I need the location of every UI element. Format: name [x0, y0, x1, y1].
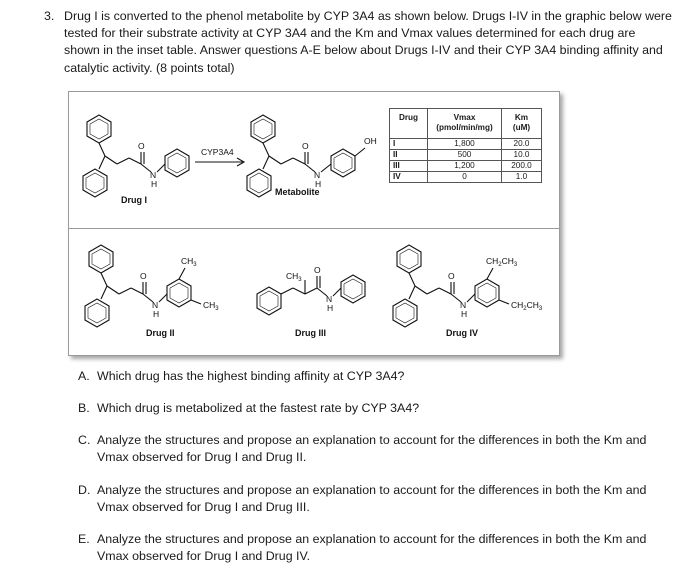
question-body: Which drug is metabolized at the fastest rate by CYP 3A4? — [97, 401, 420, 415]
figure-divider — [69, 228, 559, 229]
drug-iv-ethyl-bottom-a-sub: 2 — [523, 306, 527, 312]
drug-i-structure — [83, 115, 189, 197]
drug-ii-methyl-bottom — [203, 301, 219, 314]
question-letter: A. — [78, 369, 90, 383]
drug-ii-methyl-bottom-sub: 3 — [215, 306, 219, 312]
table-row — [390, 150, 542, 161]
drug-iv-ethyl-top-a: CH — [486, 256, 499, 266]
col-drug: Drug — [390, 109, 428, 139]
table-header-row — [390, 109, 542, 139]
drug-ii-methyl-bottom-text: CH — [203, 300, 216, 310]
drug-i-oxygen: O — [138, 141, 145, 151]
question-letter: B. — [78, 401, 90, 415]
question-letter: E. — [78, 532, 90, 546]
question-letter: C. — [78, 433, 91, 447]
drug-iii-structure — [257, 275, 365, 315]
drug-iii-hydrogen: H — [327, 303, 334, 313]
row-drug: III — [390, 161, 428, 172]
table-row — [390, 172, 542, 183]
drug-iv-ethyl-bottom-a: CH — [511, 300, 524, 310]
drug-iv-ethyl-bottom-b-sub: 3 — [538, 306, 543, 312]
drug-iv-ethyl-top-b: CH — [501, 256, 514, 266]
metabolite-label: Metabolite — [275, 187, 320, 197]
row-drug: IV — [390, 172, 428, 183]
row-vmax: 1,200 — [428, 161, 502, 172]
drug-ii-methyl-top-text: CH — [181, 256, 194, 266]
drug-iv-label: Drug IV — [446, 328, 479, 338]
row-km: 1.0 — [502, 172, 542, 183]
row-vmax: 0 — [428, 172, 502, 183]
drug-iv-ethyl-top — [486, 257, 517, 270]
row-vmax: 1,800 — [428, 139, 502, 150]
question-number: 3. — [44, 9, 55, 23]
col-km — [502, 109, 542, 139]
drug-structures-figure — [68, 91, 560, 356]
drug-ii-methyl-top-sub: 3 — [193, 262, 197, 268]
question-text: Drug I is converted to the phenol metabolite by CYP 3A4 as shown below. Drugs I-IV in the graphic below were tested for their substrate activity at CYP 3A4 and the Km and Vmax values determined for each drug are shown in the inset table. Answer questions A-E below about Drugs I-IV and their CYP 3A4 binding affinity and catalytic activity. (8 points total) — [64, 9, 672, 75]
enzyme-label: CYP3A4 — [201, 147, 234, 157]
drug-iii-label: Drug III — [295, 328, 326, 338]
drug-iii-oxygen: O — [314, 265, 321, 275]
drug-ii-nitrogen: N — [152, 300, 159, 310]
question-letter: D. — [78, 483, 91, 497]
row-drug: I — [390, 139, 428, 150]
drug-iii-methyl — [286, 272, 302, 285]
drug-iv-ethyl-top-a-sub: 2 — [498, 262, 502, 268]
drug-iv-nitrogen: N — [460, 300, 467, 310]
row-km: 20.0 — [502, 139, 542, 150]
drug-iii-methyl-text: CH — [286, 271, 299, 281]
metabolite-nitrogen: N — [314, 170, 321, 180]
drug-iv-ethyl-top-b-sub: 3 — [513, 262, 518, 268]
drug-iii-methyl-sub: 3 — [298, 277, 302, 283]
metabolite-structure — [247, 115, 365, 197]
col-km-unit: (uM) — [512, 123, 531, 132]
drug-ii-label: Drug II — [146, 328, 175, 338]
question-body: Analyze the structures and propose an explanation to account for the differences in both the Km and Vmax observed for Drug I and Drug IV. — [97, 532, 647, 564]
table-row — [390, 139, 542, 150]
question-body: Which drug has the highest binding affinity at CYP 3A4? — [97, 369, 405, 383]
drug-i-nitrogen: N — [150, 170, 157, 180]
drug-ii-hydrogen: H — [153, 309, 160, 319]
drug-ii-oxygen: O — [140, 271, 147, 281]
metabolite-oxygen: O — [302, 141, 309, 151]
table-row — [390, 161, 542, 172]
col-vmax-name: Vmax — [453, 113, 476, 122]
col-vmax-unit: (pmol/min/mg) — [436, 123, 493, 132]
row-km: 10.0 — [502, 150, 542, 161]
row-km: 200.0 — [502, 161, 542, 172]
drug-iv-ethyl-bottom-b: CH — [526, 300, 539, 310]
kinetics-table — [389, 108, 542, 183]
col-vmax — [428, 109, 502, 139]
drug-ii-methyl-top — [181, 257, 197, 270]
drug-iv-ethyl-bottom — [511, 301, 542, 314]
drug-iv-hydrogen: H — [461, 309, 468, 319]
row-vmax: 500 — [428, 150, 502, 161]
drug-i-label: Drug I — [121, 195, 147, 205]
drug-i-hydrogen: H — [151, 179, 158, 189]
drug-iv-oxygen: O — [448, 271, 455, 281]
question-body: Analyze the structures and propose an explanation to account for the differences in both the Km and Vmax observed for Drug I and Drug II. — [97, 433, 647, 465]
col-km-name: Km — [514, 113, 529, 122]
question-body: Analyze the structures and propose an explanation to account for the differences in both the Km and Vmax observed for Drug I and Drug III. — [97, 483, 647, 515]
metabolite-hydroxyl: OH — [364, 136, 377, 146]
drug-iii-nitrogen: N — [326, 294, 333, 304]
row-drug: II — [390, 150, 428, 161]
metabolite-hydrogen: H — [315, 179, 322, 189]
